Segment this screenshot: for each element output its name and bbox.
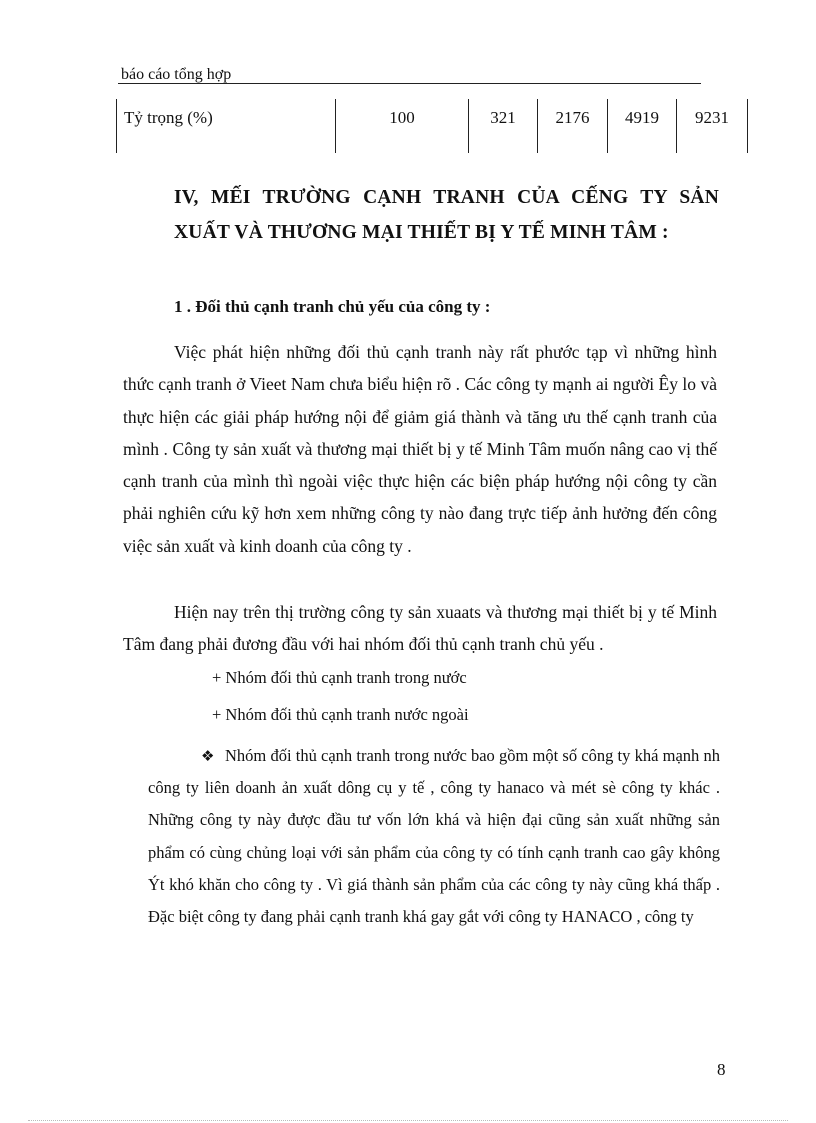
- diamond-bullet-icon: ❖: [201, 747, 215, 765]
- bullet-item: + Nhóm đối thủ cạnh tranh nước ngoài: [212, 705, 469, 724]
- paragraph-3: [148, 740, 720, 933]
- table-cell: 4919: [608, 99, 677, 153]
- section-title: IV, MẾI TRƯỜNG CẠNH TRANH CỦA CẾNG TY SẢN XUẤT VÀ THƯƠNG MẠI THIẾT BỊ Y TẾ MINH TÂM :: [174, 187, 719, 243]
- table-row: [117, 99, 748, 153]
- table-cell: 321: [469, 99, 538, 153]
- bullet-item: + Nhóm đối thủ cạnh tranh trong nước: [212, 668, 467, 687]
- table-cell: 9231: [677, 99, 748, 153]
- paragraph-2: Hiện nay trên thị trường công ty sản xuaats và thương mại thiết bị y tế Minh Tâm đang phải đương đầu với hai nhóm đối thủ cạnh tranh chủ yếu .: [123, 602, 717, 655]
- header-rule: [118, 83, 701, 84]
- paragraph-3-text: Nhóm đối thủ cạnh tranh trong nước bao gồm một số công ty khá mạnh nh công ty liên doanh ản xuất dông cụ y tế , công ty hanaco và mét sè công ty khác . Những công ty này được đầu tư vốn lớn khá và hiện đại cũng sản xuất những sản phẩm có cùng chủng loại với sản phẩm của công ty có tính cạnh tranh cao gây không Ýt khó khăn cho công ty . Vì giá thành sản phẩm của các công ty này cũng khá thấp . Đặc biệt công ty đang phải cạnh tranh khá gay gắt với công ty HANACO , công ty: [148, 746, 720, 927]
- running-header: báo cáo tổng hợp: [121, 66, 232, 83]
- table-cell: 2176: [538, 99, 608, 153]
- table-cell: 100: [336, 99, 469, 153]
- ratio-table: [116, 99, 748, 153]
- subheading: 1 . Đối thủ cạnh tranh chủ yếu của công ty :: [174, 297, 491, 316]
- page-bottom-rule: [28, 1120, 788, 1121]
- table-row-label: Tỷ trọng (%): [117, 99, 336, 153]
- page-number: 8: [717, 1060, 726, 1079]
- paragraph-1: Việc phát hiện những đối thủ cạnh tranh này rất phước tạp vì những hình thức cạnh tranh ở Vieet Nam chưa biểu hiện rõ . Các công ty mạnh ai người Êy lo và thực hiện các giải pháp hướng nội để giảm giá thành và tăng ưu thế cạnh tranh của mình . Công ty sản xuất và thương mại thiết bị y tế Minh Tâm muốn nâng cao vị thế cạnh tranh của mình thì ngoài việc thực hiện các biện pháp hướng nội công ty cần phải nghiên cứu kỹ hơn xem những công ty nào đang trực tiếp ảnh hưởng đến công việc sản xuất và kinh doanh của công ty .: [123, 342, 717, 556]
